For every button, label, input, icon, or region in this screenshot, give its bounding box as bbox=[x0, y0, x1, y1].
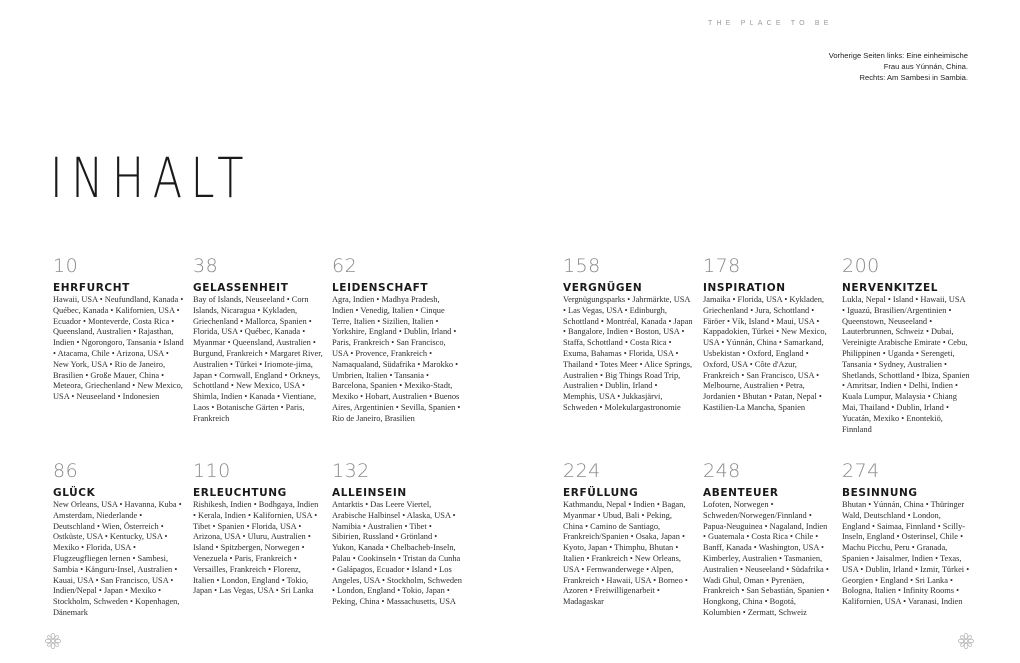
toc-section[interactable] bbox=[703, 256, 831, 414]
toc-section[interactable] bbox=[53, 461, 185, 619]
toc-section[interactable] bbox=[53, 256, 185, 403]
toc-section[interactable] bbox=[332, 256, 462, 425]
section-page-number: 86 bbox=[53, 460, 79, 482]
section-page-number: 10 bbox=[53, 255, 79, 277]
section-places: Hawaii, USA • Neufundland, Kanada • Québec, Kanada • Kalifornien, USA • Ecuador • Monteverde, Costa Rica • Queensland, Australien • Rajasthan, Indien • Ngorongoro, Tansania • Island • Atacama, Chile • Arizona, USA • New York, USA • Rio de Janeiro, Brasilien • Große Mauer, China • Meteora, Griechenland • New Mexico, USA • Neuseeland • Indonesien bbox=[53, 295, 184, 402]
section-places: Agra, Indien • Madhya Pradesh, Indien • Venedig, Italien • Cinque Terre, Italien • Sizilien, Italien • Yorkshire, England • Dublin, Irland • Paris, Frankreich • San Francisco, USA • Provence, Frankreich • Namaqualand, Südafrika • Marokko • Umbrien, Italien • Tansania • Barcelona, Spanien • Mexiko-Stadt, Mexiko • Hobart, Australien • Buenos Aires, Argentinien • Sevilla, Spanien • Rio de Janeiro, Brasilien bbox=[332, 295, 461, 423]
section-heading: INSPIRATION bbox=[703, 282, 786, 294]
flower-ornament-icon bbox=[44, 632, 62, 650]
toc-section[interactable] bbox=[332, 461, 462, 608]
section-heading: VERGNÜGEN bbox=[563, 282, 643, 294]
section-page-number: 200 bbox=[842, 255, 880, 277]
toc-section[interactable] bbox=[563, 256, 693, 414]
section-page-number: 132 bbox=[332, 460, 370, 482]
running-header: THE PLACE TO BE bbox=[708, 20, 833, 27]
section-places: Vergnügungsparks • Jahrmärkte, USA • Las Vegas, USA • Edinburgh, Schottland • Montréal, Kanada • Japan • Bangalore, Indien • Boston, USA • Staffa, Schottland • Costa Rica • Exuma, Bahamas • Florida, USA • Thailand • Totes Meer • Alice Springs, Australien • Big Things Road Trip, Australien • Dublin, Irland • Memphis, USA • Jukkasjärvi, Schweden • Molekulargastronomie bbox=[563, 295, 693, 412]
section-heading: ERFÜLLUNG bbox=[563, 487, 639, 499]
section-heading: ERLEUCHTUNG bbox=[193, 487, 287, 499]
toc-section[interactable] bbox=[842, 461, 970, 608]
photo-caption bbox=[728, 51, 968, 83]
section-places: Rishikesh, Indien • Bodhgaya, Indien • Kerala, Indien • Kalifornien, USA • Tibet • Spanien • Florida, USA • Arizona, USA • Uluru, Australien • Island • Spitzbergen, Norwegen • Venezuela • Paris, Frankreich • Versailles, Frankreich • Florenz, Italien • London, England • Tokio, Japan • Las Vegas, USA • Sri Lanka bbox=[193, 500, 319, 596]
toc-section[interactable] bbox=[703, 461, 831, 619]
section-page-number: 110 bbox=[193, 460, 231, 482]
section-page-number: 62 bbox=[332, 255, 358, 277]
section-places: Jamaika • Florida, USA • Kykladen, Griechenland • Jura, Schottland • Färöer • Vík, Island • Maui, USA • Kappadokien, Türkei • New Mexico, USA • Yúnnán, China • Samarkand, Usbekistan • Oxford, England • Oxford, USA • Côte d'Azur, Frankreich • San Francisco, USA • Melbourne, Australien • Petra, Jordanien • Bhutan • Patan, Nepal • Kastilien-La Mancha, Spanien bbox=[703, 295, 827, 412]
section-page-number: 248 bbox=[703, 460, 741, 482]
section-places: Bhutan • Yúnnán, China • Thüringer Wald, Deutschland • London, England • Saimaa, Finnland • Scilly-Inseln, England • Osterinsel, Chile • Machu Picchu, Peru • Granada, Spanien • Jaisalmer, Indien • Texas, USA • Dublin, Irland • Izmir, Türkei • Georgien • England • Sri Lanka • Bologna, Italien • Infinity Rooms • Kalifornien, USA • Varanasi, Indien bbox=[842, 500, 970, 607]
caption-line: Frau aus Yúnnán, China. bbox=[883, 61, 968, 71]
section-places: Kathmandu, Nepal • Indien • Bagan, Myanmar • Ubud, Bali • Peking, China • Camino de Santiago, Frankreich/Spanien • Osaka, Japan • Kyoto, Japan • Thimphu, Bhutan • Italien • Frankreich • New Orleans, USA • Fernwanderwege • Alpen, Frankreich • Hawaii, USA • Borneo • Azoren • Freiwilligenarbeit • Madagaskar bbox=[563, 500, 688, 607]
section-heading: ALLEINSEIN bbox=[332, 487, 407, 499]
toc-section[interactable] bbox=[193, 461, 323, 597]
section-places: Antarktis • Das Leere Viertel, Arabische Halbinsel • Alaska, USA • Namibia • Australien • Tibet • Sibirien, Russland • Grönland • Yukon, Kanada • Chelbacheb-Inseln, Palau • Cookinseln • Tristan da Cunha • Galápagos, Ecuador • Island • Los Angeles, USA • Stockholm, Schweden • London, England • Tokio, Japan • Peking, China • Massachusetts, USA bbox=[332, 500, 462, 607]
toc-section[interactable] bbox=[842, 256, 970, 435]
section-heading: LEIDENSCHAFT bbox=[332, 282, 429, 294]
section-places: Lofoten, Norwegen • Schweden/Norwegen/Finnland • Papua-Neuguinea • Nagaland, Indien • Guatemala • Costa Rica • Chile • Banff, Kanada • Washington, USA • Kimberley, Australien • Tasmanien, Australien • Neuseeland • Südafrika • Wadi Ghul, Oman • Pyrenäen, Frankreich • San Sebastián, Spanien • Hongkong, China • Bogotá, Kolumbien • Zermatt, Schweiz bbox=[703, 500, 830, 617]
section-page-number: 178 bbox=[703, 255, 741, 277]
section-heading: ABENTEUER bbox=[703, 487, 779, 499]
section-page-number: 274 bbox=[842, 460, 880, 482]
section-places: Lukla, Nepal • Island • Hawaii, USA • Iguazú, Brasilien/Argentinien • Queenstown, Neuseeland • Lauterbrunnen, Schweiz • Dubai, Vereinigte Arabische Emirate • Cebu, Philippinen • Uganda • Serengeti, Tansania • Sydney, Australien • Shetlands, Schottland • Ibiza, Spanien • Amritsar, Indien • Delhi, Indien • Kuala Lumpur, Malaysia • Chiang Mai, Thailand • Dublin, Irland • Yucatán, Mexiko • Enontekiö, Finnland bbox=[842, 295, 970, 434]
section-page-number: 38 bbox=[193, 255, 219, 277]
caption-line: Rechts: Am Sambesi in Sambia. bbox=[859, 72, 968, 82]
section-places: Bay of Islands, Neuseeland • Corn Islands, Nicaragua • Kykladen, Griechenland • Mallorca, Spanien • Florida, USA • Québec, Kanada • Myanmar • Queensland, Australien • Burgund, Frankreich • Margaret River, Australien • Türkei • Iriomote-jima, Japan • Cornwall, England • Orkneys, Schottland • New Mexico, USA • Shimla, Indien • Kanada • Vientiane, Laos • Botanische Gärten • Paris, Frankreich bbox=[193, 295, 323, 423]
flower-ornament-icon bbox=[957, 632, 975, 650]
section-page-number: 224 bbox=[563, 460, 601, 482]
section-heading: GLÜCK bbox=[53, 487, 96, 499]
toc-section[interactable] bbox=[563, 461, 693, 608]
section-heading: NERVENKITZEL bbox=[842, 282, 939, 294]
caption-line: Vorherige Seiten links: Eine einheimische bbox=[828, 51, 968, 60]
section-heading: EHRFURCHT bbox=[53, 282, 130, 294]
toc-section[interactable] bbox=[193, 256, 323, 425]
section-page-number: 158 bbox=[563, 255, 601, 277]
section-heading: BESINNUNG bbox=[842, 487, 918, 499]
page-title: INHALT bbox=[50, 146, 253, 210]
section-places: New Orleans, USA • Havanna, Kuba • Amsterdam, Niederlande • Deutschland • Wien, Österreich • Ostküste, USA • Kentucky, USA • Mexiko • Florida, USA • Flugzeugfliegen lernen • Sambesi, Sambia • Känguru-Insel, Australien • Kauai, USA • San Francisco, USA • Indien/Nepal • Japan • Mexiko • Stockholm, Schweden • Kopenhagen, Dänemark bbox=[53, 500, 182, 617]
section-heading: GELASSENHEIT bbox=[193, 282, 289, 294]
